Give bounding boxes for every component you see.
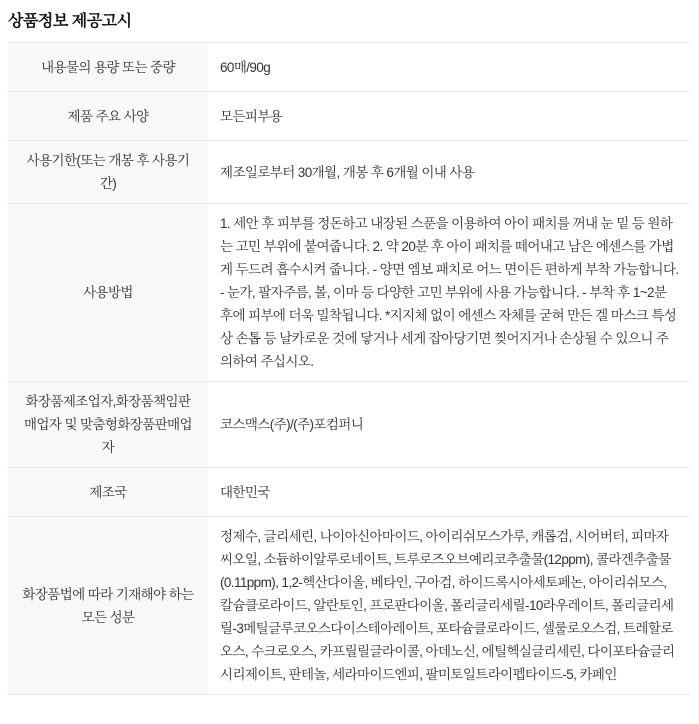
row-value: 제조일로부터 30개월, 개봉 후 6개월 이내 사용: [220, 164, 475, 180]
row-value: 코스맥스(주)/(주)포컴퍼니: [220, 417, 364, 432]
row-value: 대한민국: [220, 484, 270, 500]
table-row: [8, 382, 690, 468]
product-info-table: [8, 42, 690, 695]
table-row: [8, 204, 690, 382]
row-label: 제조국: [8, 468, 208, 516]
row-label: 화장품제조업자,화장품책임판매업자 및 맞춤형화장품판매업자: [8, 382, 208, 467]
row-value: 정제수, 글리세린, 나이아신아마이드, 아이리쉬모스가루, 캐롭검, 시어버터, 피마자씨오일, 소듐하이알루로네이트, 트루로즈오브예리코추출물(12ppm), 콜라겐추출물(0.11ppm), 1,2-헥산다이올, 베타인, 구아검, 하이드록시아세토페논, 아이리쉬모스, 칼슘클로라이드, 알란토인, 프로판다이올, 폴리글리세릴-10라우레이트, 폴리글리세릴-3메틸글루코오스다이스테아레이트, 포타슘클로라이드, 셀룰로오스검, 트레할로오스, 수크로오스, 카프릴릴글라이콜, 아데노신, 에틸헥실글리세린, 다이포타슘글리시리제이트, 판테놀, 세라마이드엔피, 팔미토일트라이펩타이드-5, 카페인: [220, 529, 675, 682]
table-row: [8, 517, 690, 695]
row-label: 제품 주요 사양: [8, 92, 208, 140]
row-label: 사용기한(또는 개봉 후 사용기간): [8, 141, 208, 203]
table-row: [8, 141, 690, 204]
page-title: 상품정보 제공고시: [8, 13, 132, 30]
row-value: 60매/90g: [220, 59, 271, 75]
row-value: 모든피부용: [220, 108, 283, 124]
table-row: [8, 468, 690, 517]
row-value: 1. 세안 후 피부를 정돈하고 내장된 스푼을 이용하여 아이 패치를 꺼내 눈 밑 등 원하는 고민 부위에 붙여줍니다. 2. 약 20분 후 아이 패치를 떼어내고 남은 에센스를 가볍게 두드려 흡수시켜 줍니다. - 양면 엠보 패치로 어느 면이든 편하게 부착 가능합니다. - 눈가, 팔자주름, 볼, 이마 등 다양한 고민 부위에 사용 가능합니다. - 부착 후 1~2분 후에 피부에 더욱 밀착됩니다. *지지체 없이 에센스 자체를 굳혀 만든 겔 마스크 특성상 손톱 등 날카로운 것에 닿거나 세게 잡아당기면 찢어지거나 손상될 수 있으니 주의하여 주십시오.: [220, 216, 679, 369]
row-label: 화장품법에 따라 기재해야 하는 모든 성분: [8, 517, 208, 694]
row-label: 사용방법: [8, 204, 208, 381]
table-row: [8, 43, 690, 92]
row-label: 내용물의 용량 또는 중량: [8, 43, 208, 91]
table-row: [8, 92, 690, 141]
